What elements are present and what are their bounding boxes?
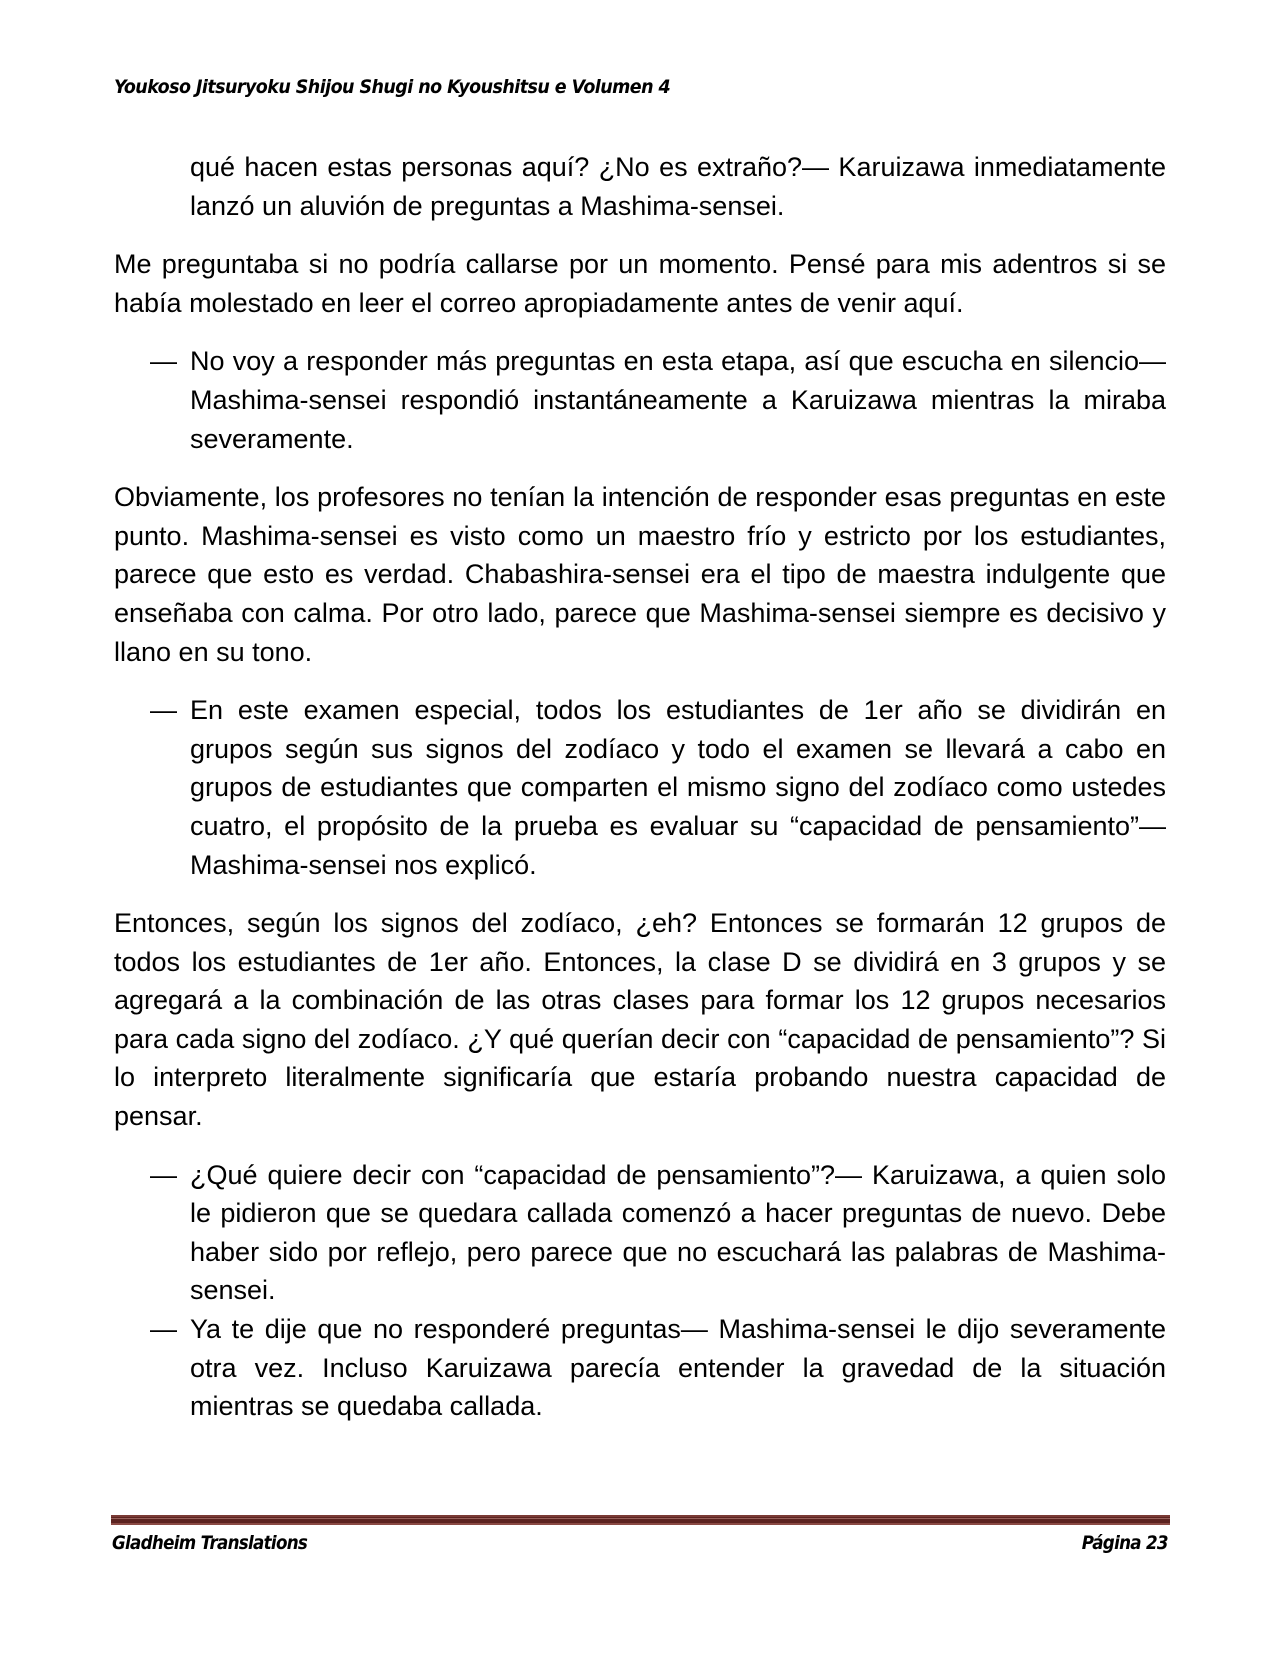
em-dash: — (150, 1314, 177, 1345)
paragraph: Me preguntaba si no podría callarse por un momento. Pensé para mis adentros si se había molestado en leer el correo apropiadamente antes de venir aquí. (114, 249, 1166, 318)
dialog-continuation: qué hacen estas personas aquí? ¿No es extraño?— Karuizawa inmediatamente lanzó un aluvión de preguntas a Mashima-sensei. (190, 152, 1166, 221)
dialog-text: Ya te dije que no responderé preguntas— Mashima-sensei le dijo severamente otra vez. Incluso Karuizawa parecía entender la gravedad de la situación mientras se quedaba callada. (190, 1314, 1166, 1422)
dialog-line (114, 1310, 1166, 1426)
page-body (114, 148, 1166, 1446)
footer-credit: Gladheim Translations (112, 1532, 308, 1554)
dialog-line (114, 342, 1166, 458)
em-dash: — (150, 346, 177, 377)
dialog-text: No voy a responder más preguntas en esta etapa, así que escucha en silencio— Mashima-sensei respondió instantáneamente a Karuizawa mientras la miraba severamente. (190, 346, 1166, 454)
em-dash: — (150, 1159, 177, 1190)
em-dash: — (150, 695, 177, 726)
running-header: Youkoso Jitsuryoku Shijou Shugi no Kyoushitsu e Volumen 4 (114, 76, 671, 98)
dialog-line (114, 691, 1166, 884)
paragraph: Entonces, según los signos del zodíaco, ¿eh? Entonces se formarán 12 grupos de todos los estudiantes de 1er año. Entonces, la clase D se dividirá en 3 grupos y se agregará a la combinación de las otras clases para formar los 12 grupos necesarios para cada signo del zodíaco. ¿Y qué querían decir con “capacidad de pensamiento”? Si lo interpreto literalmente significaría que estaría probando nuestra capacidad de pensar. (114, 908, 1166, 1132)
footer-divider (111, 1515, 1170, 1525)
dialog-text: ¿Qué quiere decir con “capacidad de pensamiento”?— Karuizawa, a quien solo le pidieron que se quedara callada comenzó a hacer preguntas de nuevo. Debe haber sido por reflejo, pero parece que no escuchará las palabras de Mashima-sensei. (190, 1159, 1166, 1306)
dialog-line (114, 1156, 1166, 1310)
dialog-text: En este examen especial, todos los estudiantes de 1er año se dividirán en grupos según sus signos del zodíaco y todo el examen se llevará a cabo en grupos de estudiantes que comparten el mismo signo del zodíaco como ustedes cuatro, el propósito de la prueba es evaluar su “capacidad de pensamiento”— Mashima-sensei nos explicó. (190, 695, 1166, 880)
paragraph: Obviamente, los profesores no tenían la intención de responder esas preguntas en este punto. Mashima-sensei es visto como un maestro frío y estricto por los estudiantes, parece que esto es verdad. Chabashira-sensei era el tipo de maestra indulgente que enseñaba con calma. Por otro lado, parece que Mashima-sensei siempre es decisivo y llano en su tono. (114, 482, 1166, 667)
page-number: Página 23 (1081, 1532, 1168, 1554)
